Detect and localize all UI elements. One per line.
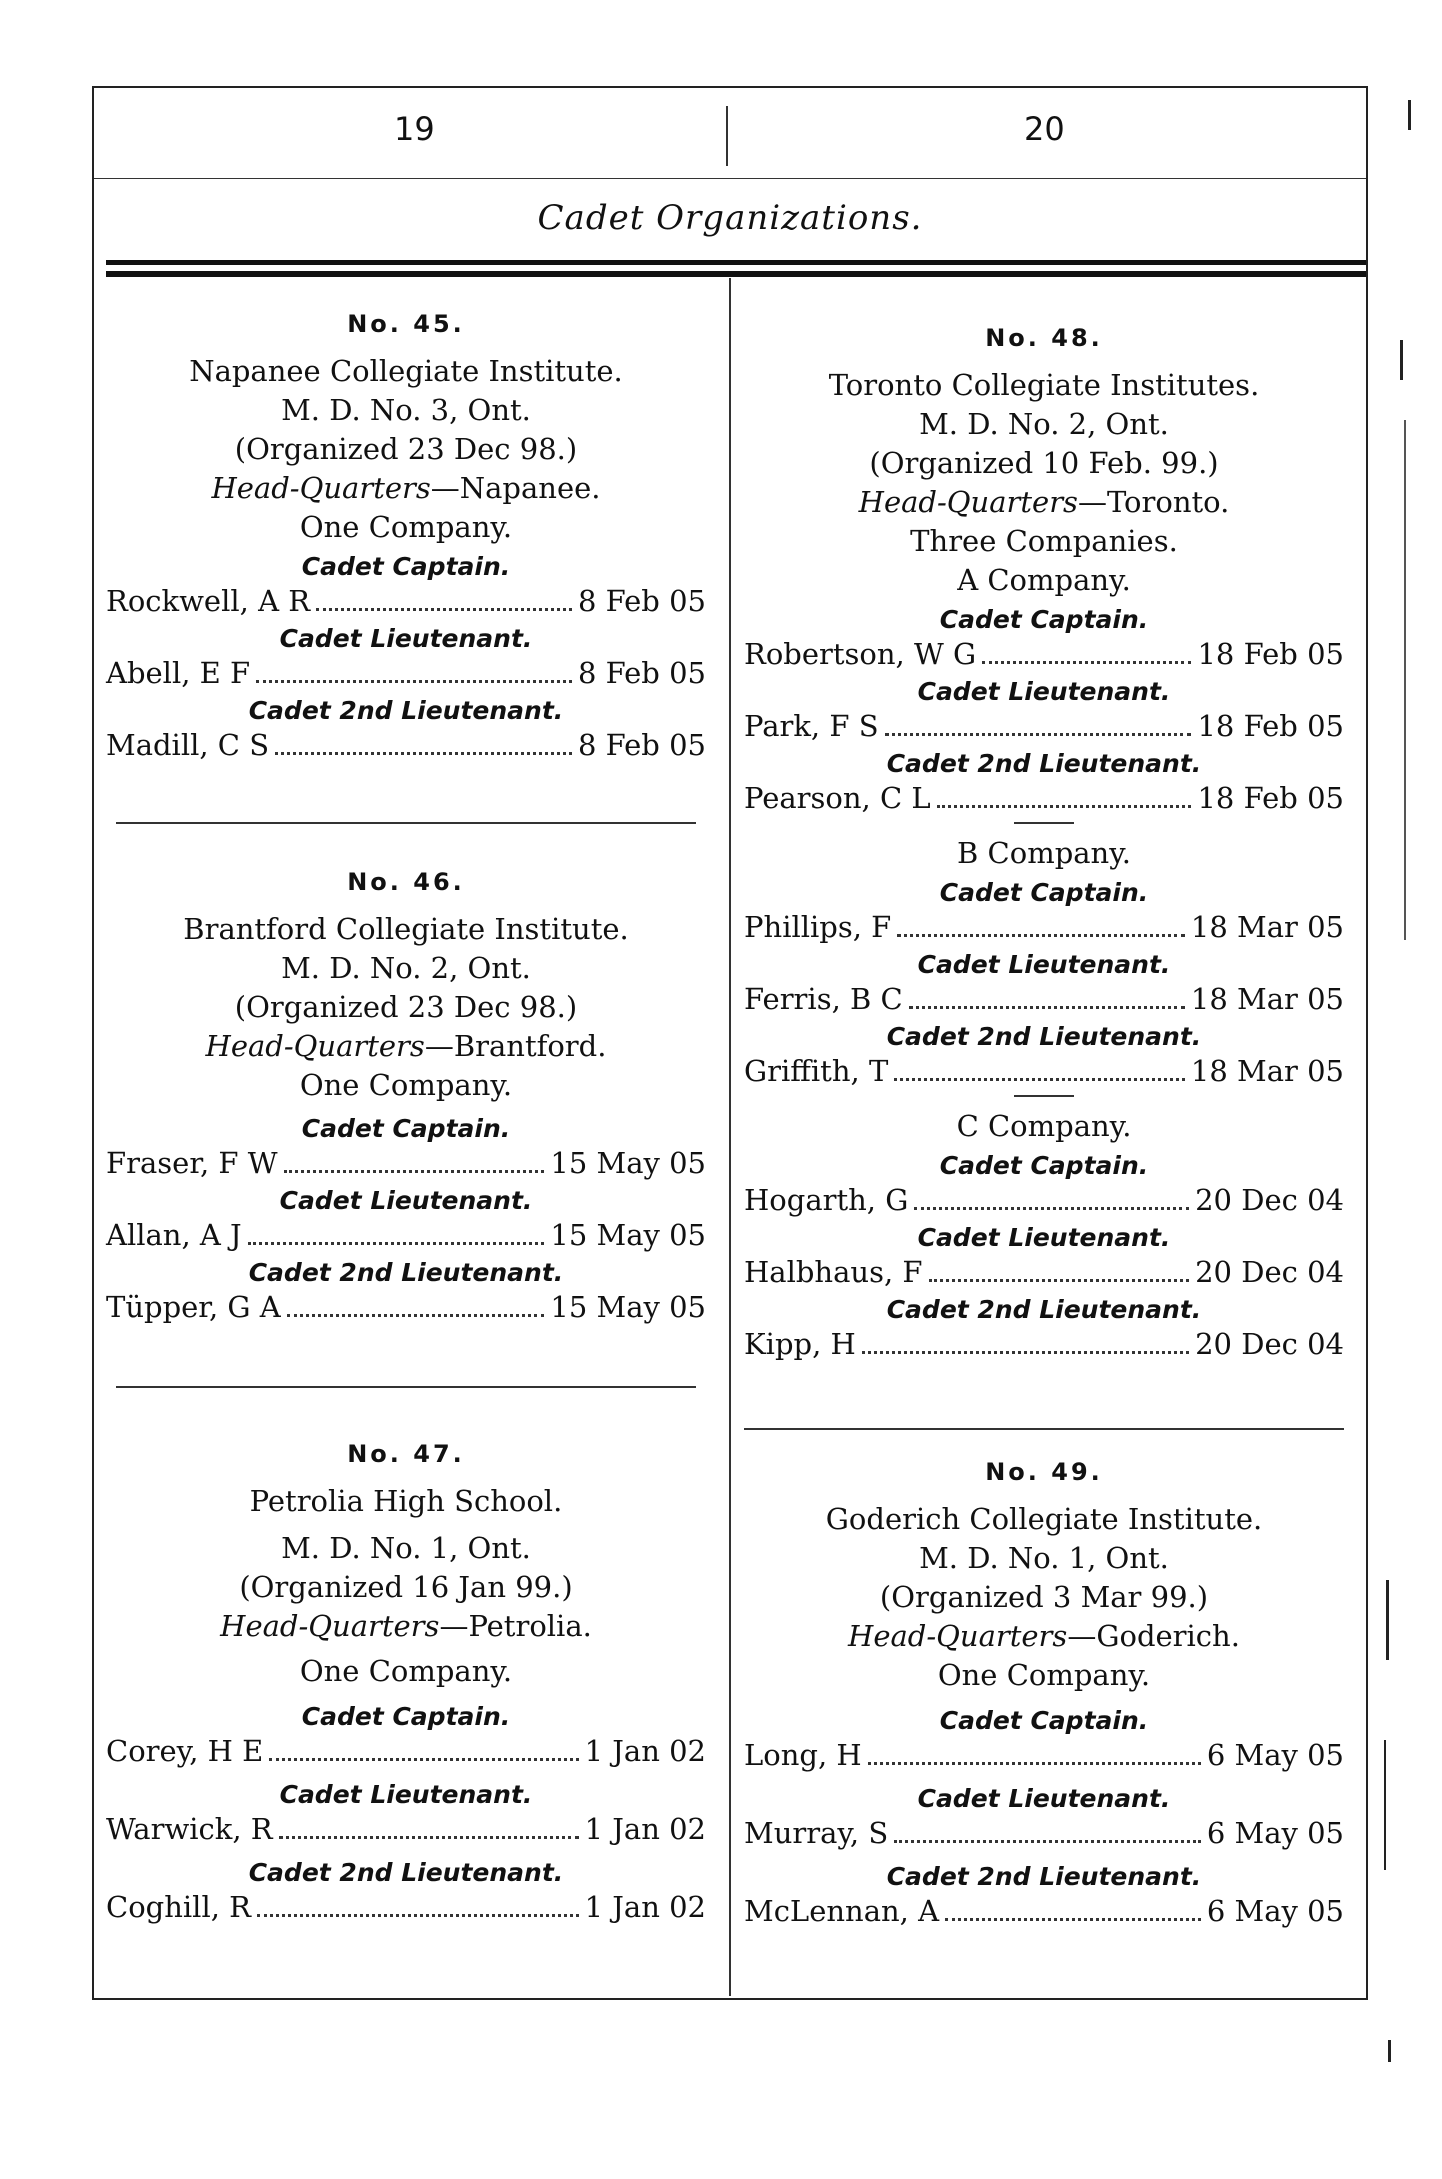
rank-heading: Cadet 2nd Lieutenant. bbox=[248, 1258, 564, 1287]
officer-row bbox=[744, 1815, 1344, 1851]
officer-row bbox=[106, 1811, 706, 1847]
officer-row bbox=[744, 780, 1344, 816]
officer-row bbox=[744, 1182, 1344, 1218]
unit-number: No. 47. bbox=[347, 1440, 465, 1468]
unit-name: Napanee Collegiate Institute. bbox=[189, 354, 623, 388]
leader-dots bbox=[909, 1006, 1185, 1009]
scan-mark bbox=[1386, 1580, 1389, 1660]
officer-name: Kipp, H bbox=[744, 1327, 856, 1361]
officer-date: 8 Feb 05 bbox=[577, 656, 706, 690]
officer-name: Ferris, B C bbox=[744, 982, 903, 1016]
unit-number: No. 45. bbox=[347, 310, 465, 338]
company-label: B Company. bbox=[957, 836, 1131, 870]
officer-row bbox=[744, 1737, 1344, 1773]
header-rule bbox=[106, 271, 1366, 277]
unit-name: Toronto Collegiate Institutes. bbox=[828, 368, 1260, 402]
rank-heading: Cadet Lieutenant. bbox=[917, 677, 1171, 706]
rank-heading: Cadet Captain. bbox=[939, 605, 1149, 634]
rank-heading: Cadet Lieutenant. bbox=[917, 950, 1171, 979]
unit-number: No. 48. bbox=[985, 324, 1103, 352]
company-separator bbox=[1014, 822, 1074, 824]
section-separator bbox=[116, 1386, 696, 1388]
organized-date: (Organized 23 Dec 98.) bbox=[234, 990, 578, 1024]
officer-date: 18 Feb 05 bbox=[1197, 637, 1344, 671]
leader-dots bbox=[945, 1918, 1201, 1921]
company-count: One Company. bbox=[299, 1654, 513, 1688]
leader-dots bbox=[284, 1170, 545, 1173]
column-divider bbox=[729, 278, 731, 1996]
officer-row bbox=[106, 1889, 706, 1925]
unit-name: Goderich Collegiate Institute. bbox=[825, 1502, 1263, 1536]
leader-dots bbox=[937, 805, 1192, 808]
leader-dots bbox=[982, 661, 1191, 664]
officer-row bbox=[744, 981, 1344, 1017]
officer-row bbox=[744, 636, 1344, 672]
rank-heading: Cadet 2nd Lieutenant. bbox=[248, 1858, 564, 1887]
officer-date: 6 May 05 bbox=[1206, 1894, 1344, 1928]
officer-row bbox=[744, 909, 1344, 945]
officer-name: Tüpper, G A bbox=[106, 1290, 281, 1324]
company-count: One Company. bbox=[299, 1068, 513, 1102]
officer-name: Corey, H E bbox=[106, 1734, 264, 1768]
officer-date: 20 Dec 04 bbox=[1195, 1327, 1344, 1361]
officer-row bbox=[744, 1053, 1344, 1089]
officer-name: Murray, S bbox=[744, 1816, 889, 1850]
leader-dots bbox=[269, 1758, 578, 1761]
officer-name: Warwick, R bbox=[106, 1812, 273, 1846]
officer-name: Robertson, W G bbox=[744, 637, 977, 671]
officer-name: Fraser, F W bbox=[106, 1146, 278, 1180]
military-district: M. D. No. 1, Ont. bbox=[919, 1541, 1169, 1575]
officer-row bbox=[106, 655, 706, 691]
military-district: M. D. No. 2, Ont. bbox=[281, 951, 531, 985]
officer-date: 6 May 05 bbox=[1206, 1816, 1344, 1850]
company-count: One Company. bbox=[299, 510, 513, 544]
leader-dots bbox=[316, 608, 572, 611]
headquarters: Head-Quarters—Napanee. bbox=[211, 471, 601, 505]
rank-heading: Cadet Captain. bbox=[939, 1151, 1149, 1180]
page-number-left: 19 bbox=[394, 110, 435, 148]
officer-date: 1 Jan 02 bbox=[584, 1734, 706, 1768]
leader-dots bbox=[257, 1914, 579, 1917]
officer-date: 1 Jan 02 bbox=[584, 1890, 706, 1924]
unit-entry bbox=[106, 868, 706, 1325]
rank-heading: Cadet Lieutenant. bbox=[917, 1223, 1171, 1252]
rank-heading: Cadet Lieutenant. bbox=[279, 1186, 533, 1215]
organized-date: (Organized 10 Feb. 99.) bbox=[869, 446, 1219, 480]
officer-row bbox=[744, 1893, 1344, 1929]
unit-number: No. 46. bbox=[347, 868, 465, 896]
officer-name: Abell, E F bbox=[106, 656, 251, 690]
header-divider bbox=[726, 106, 728, 166]
page-number-right: 20 bbox=[1024, 110, 1065, 148]
officer-row bbox=[106, 727, 706, 763]
officer-name: McLennan, A bbox=[744, 1894, 940, 1928]
leader-dots bbox=[929, 1279, 1190, 1282]
company-count: One Company. bbox=[937, 1658, 1151, 1692]
company-label: A Company. bbox=[957, 563, 1131, 597]
company-count: Three Companies. bbox=[910, 524, 1178, 558]
officer-date: 18 Mar 05 bbox=[1190, 910, 1344, 944]
scan-mark bbox=[1388, 2040, 1391, 2062]
leader-dots bbox=[275, 752, 572, 755]
officer-name: Allan, A J bbox=[106, 1218, 242, 1252]
unit-number: No. 49. bbox=[985, 1458, 1103, 1486]
officer-name: Hogarth, G bbox=[744, 1183, 909, 1217]
officer-row bbox=[106, 583, 706, 619]
officer-name: Phillips, F bbox=[744, 910, 892, 944]
officer-row bbox=[106, 1217, 706, 1253]
officer-name: Park, F S bbox=[744, 709, 879, 743]
officer-name: Halbhaus, F bbox=[744, 1255, 923, 1289]
leader-dots bbox=[885, 733, 1192, 736]
officer-name: Long, H bbox=[744, 1738, 862, 1772]
rank-heading: Cadet Captain. bbox=[939, 1706, 1149, 1735]
officer-date: 18 Feb 05 bbox=[1197, 709, 1344, 743]
officer-date: 8 Feb 05 bbox=[577, 728, 706, 762]
scan-mark bbox=[1408, 100, 1411, 130]
unit-entry bbox=[744, 1458, 1344, 1929]
section-separator bbox=[744, 1428, 1344, 1430]
leader-dots bbox=[256, 680, 572, 683]
rank-heading: Cadet Captain. bbox=[301, 1114, 511, 1143]
officer-row bbox=[106, 1289, 706, 1325]
military-district: M. D. No. 3, Ont. bbox=[281, 393, 531, 427]
officer-date: 20 Dec 04 bbox=[1195, 1255, 1344, 1289]
headquarters: Head-Quarters—Brantford. bbox=[205, 1029, 607, 1063]
officer-name: Rockwell, A R bbox=[106, 584, 311, 618]
headquarters: Head-Quarters—Goderich. bbox=[848, 1619, 1240, 1653]
section-separator bbox=[116, 822, 696, 824]
rank-heading: Cadet 2nd Lieutenant. bbox=[886, 749, 1202, 778]
leader-dots bbox=[894, 1840, 1201, 1843]
scan-mark bbox=[1400, 340, 1403, 380]
officer-date: 18 Feb 05 bbox=[1197, 781, 1344, 815]
unit-name: Petrolia High School. bbox=[249, 1484, 563, 1518]
rank-heading: Cadet 2nd Lieutenant. bbox=[886, 1862, 1202, 1891]
rank-heading: Cadet 2nd Lieutenant. bbox=[886, 1295, 1202, 1324]
company-label: C Company. bbox=[956, 1109, 1132, 1143]
unit-entry bbox=[106, 310, 706, 763]
officer-date: 18 Mar 05 bbox=[1190, 982, 1344, 1016]
officer-name: Coghill, R bbox=[106, 1890, 251, 1924]
leader-dots bbox=[862, 1351, 1189, 1354]
officer-row bbox=[744, 1254, 1344, 1290]
unit-entry bbox=[106, 1440, 706, 1925]
leader-dots bbox=[897, 934, 1185, 937]
officer-row bbox=[106, 1145, 706, 1181]
leader-dots bbox=[914, 1207, 1189, 1210]
leader-dots bbox=[868, 1762, 1201, 1765]
officer-date: 6 May 05 bbox=[1206, 1738, 1344, 1772]
page-frame bbox=[92, 86, 1368, 2000]
leader-dots bbox=[248, 1242, 545, 1245]
officer-row bbox=[106, 1733, 706, 1769]
page-header bbox=[94, 88, 1366, 179]
organized-date: (Organized 3 Mar 99.) bbox=[879, 1580, 1209, 1614]
military-district: M. D. No. 1, Ont. bbox=[281, 1531, 531, 1565]
officer-date: 18 Mar 05 bbox=[1190, 1054, 1344, 1088]
header-rule bbox=[106, 260, 1366, 265]
officer-date: 15 May 05 bbox=[550, 1146, 706, 1180]
organized-date: (Organized 16 Jan 99.) bbox=[239, 1570, 573, 1604]
officer-date: 20 Dec 04 bbox=[1195, 1183, 1344, 1217]
officer-name: Pearson, C L bbox=[744, 781, 931, 815]
page-title: Cadet Organizations. bbox=[537, 198, 923, 238]
scan-mark bbox=[1404, 420, 1406, 940]
rank-heading: Cadet Captain. bbox=[301, 552, 511, 581]
officer-date: 1 Jan 02 bbox=[584, 1812, 706, 1846]
officer-name: Griffith, T bbox=[744, 1054, 889, 1088]
rank-heading: Cadet Lieutenant. bbox=[279, 1780, 533, 1809]
rank-heading: Cadet Captain. bbox=[939, 878, 1149, 907]
leader-dots bbox=[894, 1078, 1185, 1081]
unit-name: Brantford Collegiate Institute. bbox=[183, 912, 629, 946]
company-separator bbox=[1014, 1095, 1074, 1097]
rank-heading: Cadet Lieutenant. bbox=[917, 1784, 1171, 1813]
officer-date: 15 May 05 bbox=[550, 1218, 706, 1252]
unit-entry bbox=[744, 324, 1344, 1362]
headquarters: Head-Quarters—Petrolia. bbox=[220, 1609, 592, 1643]
officer-name: Madill, C S bbox=[106, 728, 270, 762]
officer-date: 15 May 05 bbox=[550, 1290, 706, 1324]
scan-mark bbox=[1384, 1740, 1386, 1870]
rank-heading: Cadet 2nd Lieutenant. bbox=[886, 1022, 1202, 1051]
officer-row bbox=[744, 708, 1344, 744]
rank-heading: Cadet Lieutenant. bbox=[279, 624, 533, 653]
leader-dots bbox=[287, 1314, 545, 1317]
headquarters: Head-Quarters—Toronto. bbox=[858, 485, 1230, 519]
military-district: M. D. No. 2, Ont. bbox=[919, 407, 1169, 441]
leader-dots bbox=[279, 1836, 579, 1839]
rank-heading: Cadet 2nd Lieutenant. bbox=[248, 696, 564, 725]
rank-heading: Cadet Captain. bbox=[301, 1702, 511, 1731]
officer-row bbox=[744, 1326, 1344, 1362]
organized-date: (Organized 23 Dec 98.) bbox=[234, 432, 578, 466]
officer-date: 8 Feb 05 bbox=[577, 584, 706, 618]
